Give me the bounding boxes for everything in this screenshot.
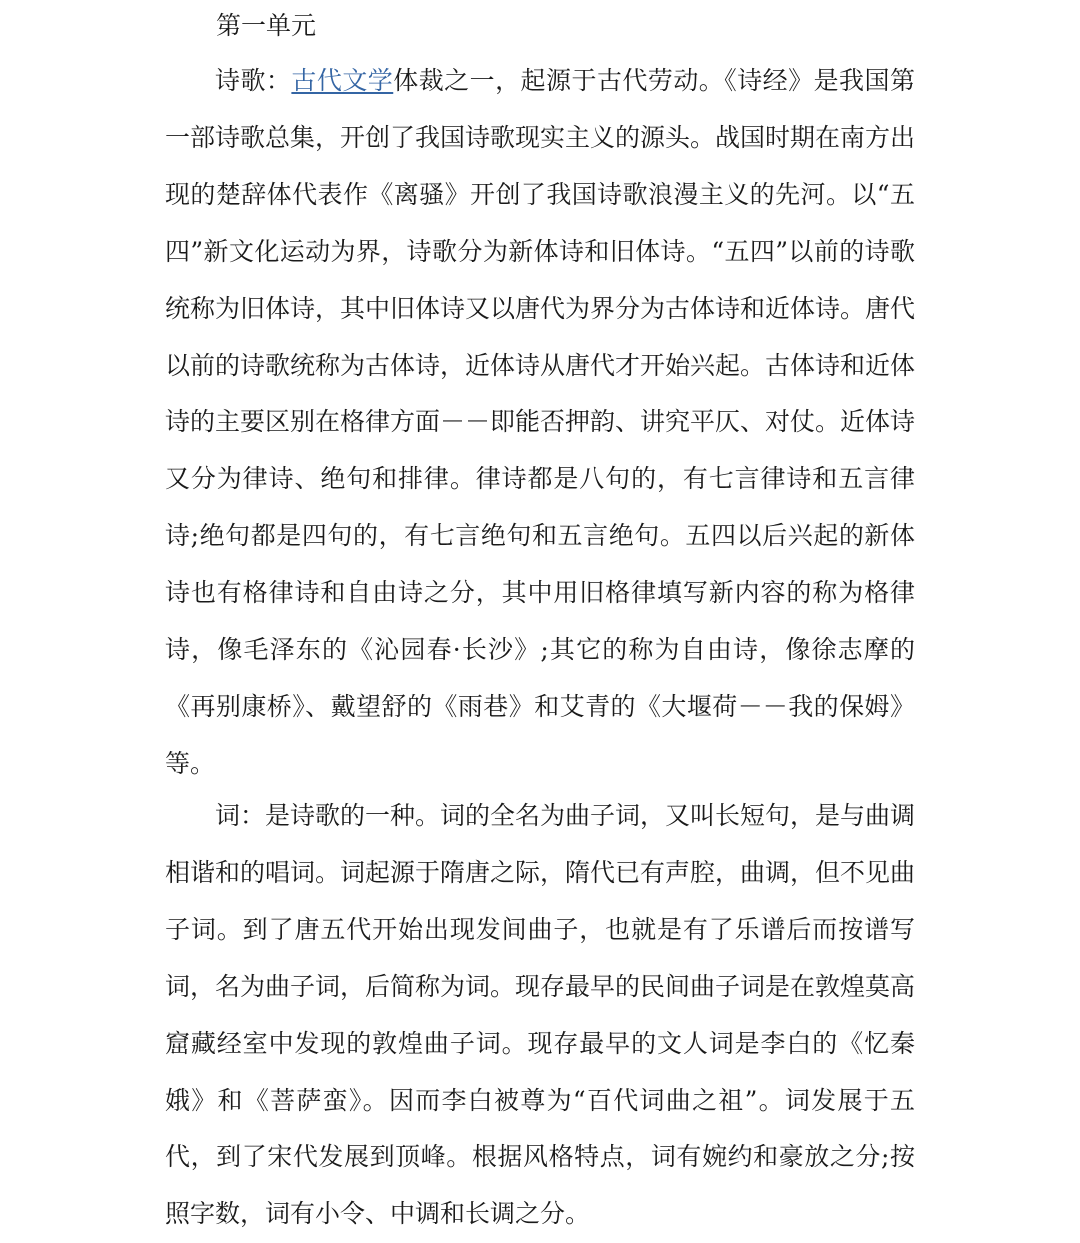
poetry-lead: 诗歌： bbox=[215, 66, 292, 95]
ancient-literature-link[interactable]: 古代文学 bbox=[291, 66, 394, 95]
unit-title: 第一单元 bbox=[216, 11, 317, 40]
paragraph-ci bbox=[165, 788, 915, 1243]
poetry-body: 体裁之一，起源于古代劳动。《诗经》是我国第一部诗歌总集，开创了我国诗歌现实主义的源头。战国时期在南方出现的楚辞体代表作《离骚》开创了我国诗歌浪漫主义的先河。以“五四”新文化运动为界，诗歌分为新体诗和旧体诗。“五四”以前的诗歌统称为旧体诗，其中旧体诗又以唐代为界分为古体诗和近体诗。唐代以前的诗歌统称为古体诗，近体诗从唐代才开始兴起。古体诗和近体诗的主要区别在格律方面－－即能否押韵、讲究平仄、对仗。近体诗又分为律诗、绝句和排律。律诗都是八句的，有七言律诗和五言律诗;绝句都是四句的，有七言绝句和五言绝句。五四以后兴起的新体诗也有格律诗和自由诗之分，其中用旧格律填写新内容的称为格律诗，像毛泽东的《沁园春·长沙》;其它的称为自由诗，像徐志摩的《再别康桥》、戴望舒的《雨巷》和艾青的《大堰荷－－我的保姆》等。 bbox=[165, 66, 916, 778]
paragraph-poetry bbox=[165, 53, 915, 793]
ci-body: 词：是诗歌的一种。词的全名为曲子词，又叫长短句，是与曲调相谐和的唱词。词起源于隋唐之际，隋代已有声腔，曲调，但不见曲子词。到了唐五代开始出现发间曲子，也就是有了乐谱后而按谱写词，名为曲子词，后简称为词。现存最早的民间曲子词是在敦煌莫高窟藏经室中发现的敦煌曲子词。现存最早的文人词是李白的《忆秦娥》和《菩萨蛮》。因而李白被尊为“百代词曲之祖”。词发展于五代，到了宋代发展到顶峰。根据风格特点，词有婉约和豪放之分;按照字数，词有小令、中调和长调之分。 bbox=[165, 801, 916, 1229]
